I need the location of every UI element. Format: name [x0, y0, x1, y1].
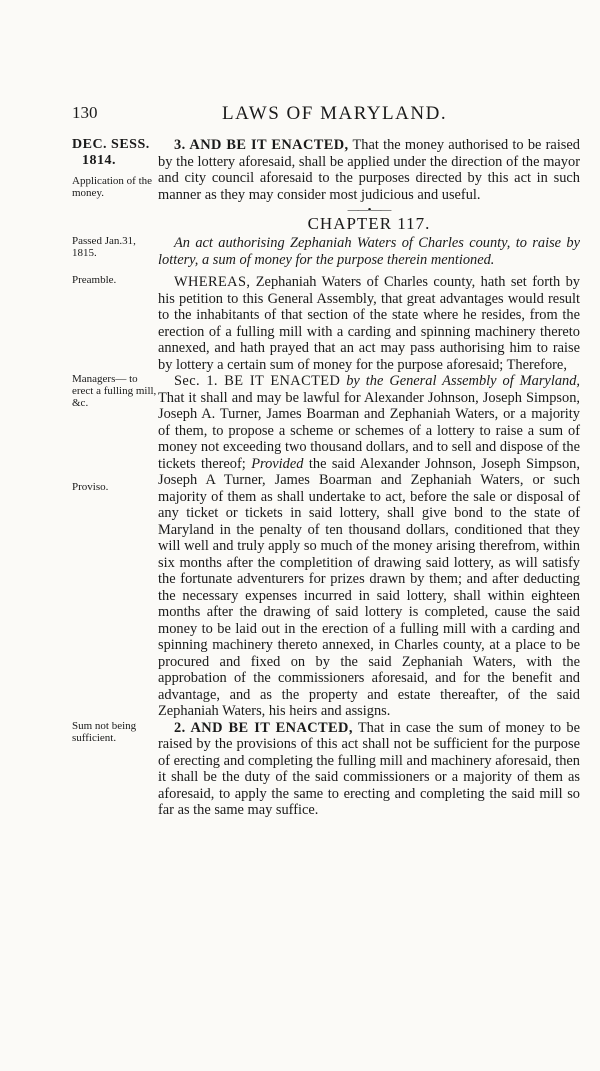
- section-2-block: [72, 720, 580, 819]
- page-header: [72, 103, 580, 127]
- session-label: DEC. SESS.: [72, 137, 150, 152]
- running-title: LAWS OF MARYLAND.: [222, 103, 448, 124]
- margin-note-passed: Passed Jan.31, 1815.: [72, 235, 136, 259]
- proviso-body: the said Alexander Johnson, Joseph Simpson, Joseph A Turner, James Boarman and Zephaniah Waters, or such majority of them as shall undertake to act, before the sale or disposal of any ticket or tickets in said lottery, shall give bond to the state of Maryland in the penalty of ten thousand dollars, conditioned that they will well and truly apply so much of the money arising therefrom, within six months after the completition of drawing said lottery, as will satisfy the fortunate adventurers for prizes drawn by them; and after deducting the necessary expenses incurred in said lottery, shall within eighteen months after the drawing of said lottery is completed, cause the said money to be laid out in the erection of a fulling mill with a carding and spinning machinery thereto annexed, in Charles county, at a place to be procured and fixed on by the said Zephaniah Waters, with the approbation of the commissioners aforesaid, and for the benefit and advantage, and as the property and estate thereafter, of the said Zephaniah Waters, his heirs and assigns.: [158, 455, 580, 719]
- preamble-body: Zephaniah Waters of Charles county, hath set forth by his petition to this General Assembly, that great advantages would result to the inhabitants of that section of the state where he resides, from the erection of a fulling mill with a carding and spinning machinery thereto annexed, and hath prayed that an act may pass authorising him to raise by lottery a certain sum of money for the purpose aforesaid; Therefore,: [158, 274, 580, 373]
- page-body: [72, 137, 580, 819]
- margin-note-preamble: Preamble.: [72, 274, 117, 286]
- margin-note-application: Application of the money.: [72, 175, 153, 199]
- section-3-block: [72, 137, 580, 203]
- section-1-opening: Sec. 1. BE IT ENACTED: [174, 373, 341, 389]
- section-1-block: [72, 373, 580, 720]
- section-2-body: That in case the sum of money to be raised by the provisions of this act shall not be sufficient for the purpose of erecting and completing the fulling mill and machinery aforesaid, then it shall be the duty of the said commissioners or a majority of them as aforesaid, to apply the same to erecting and completing the said mill so far as the same may suffice.: [158, 719, 580, 818]
- chapter-heading: CHAPTER 117.: [307, 214, 431, 233]
- margin-note-sum: Sum not being sufficient.: [72, 719, 137, 744]
- margin-note-proviso: Proviso.: [72, 481, 109, 493]
- preamble-block: [72, 274, 580, 373]
- chapter-heading-wrap: [72, 215, 580, 233]
- margin-column: [72, 137, 158, 203]
- session-year: 1814.: [82, 153, 116, 168]
- section-1-phrase: by the General Assembly of Maryland,: [340, 373, 580, 389]
- section-1-body: That it shall and may be lawful for Alexander Johnson, Joseph Simpson, Joseph A. Turner, James Boarman and Zephaniah Waters, or a majority of them, to propose a scheme or schemes of a lottery to raise a sum of money not exceeding two thousand dollars, and to sell and dispose of the tickets thereof;: [158, 389, 580, 472]
- section-3-opening: 3. AND BE IT ENACTED,: [174, 137, 349, 153]
- margin-note-managers: Managers— to erect a fulling mill, &c.: [72, 373, 157, 409]
- section-3-body: That the money authorised to be raised by the lottery aforesaid, shall be applied under the direction of the mayor and city council aforesaid to the purposes directed by this act in such manner as they may consider most judicious and useful.: [158, 137, 580, 203]
- page-number: 130: [72, 103, 98, 122]
- section-2-opening: 2. AND BE IT ENACTED,: [174, 719, 353, 736]
- ornament-divider: ——•——: [347, 204, 391, 216]
- chapter-title-block: [72, 235, 580, 268]
- proviso-word: Provided: [245, 455, 304, 472]
- chapter-title: An act authorising Zephaniah Waters of Charles county, to raise by lottery, a sum of money for the purpose therein mentioned.: [158, 235, 580, 268]
- section-3-text: [158, 137, 580, 203]
- preamble-opening: WHEREAS,: [174, 274, 251, 290]
